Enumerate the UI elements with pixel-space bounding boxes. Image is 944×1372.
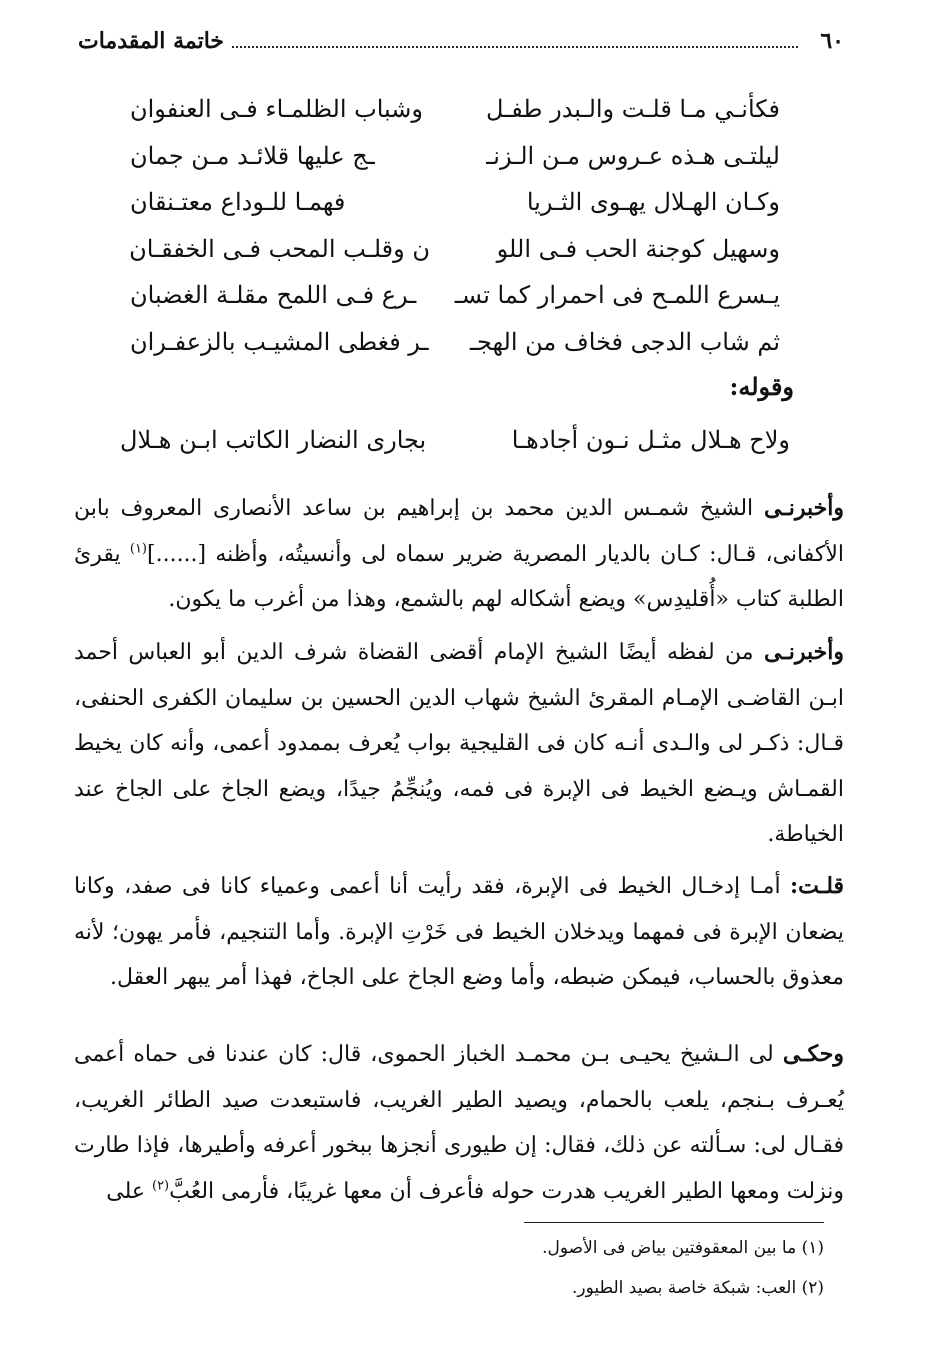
verse-second-hemistich: ن وقلـب المحب فـى الخفقـان <box>129 234 430 263</box>
verse-first-hemistich: ولاح هـلال مثـل نـون أجادهـا <box>511 426 790 454</box>
verse-line <box>130 179 780 226</box>
single-verse <box>120 426 790 454</box>
verse-second-hemistich: ـرع فـى اللمح مقلـة الغضبان <box>130 281 417 310</box>
verse-line <box>130 226 780 273</box>
verse-first-hemistich: فكأنـي مـا قلـت والـبدر طفـل <box>486 95 780 124</box>
paragraph <box>74 486 844 623</box>
verse-line <box>130 319 780 366</box>
page-number: ٦٠ <box>820 28 844 54</box>
verse-second-hemistich: بجارى النضار الكاتب ابـن هـلال <box>120 426 427 454</box>
verse-line <box>130 133 780 180</box>
verse-second-hemistich: ـج عليها قلائـد مـن جمان <box>130 141 375 170</box>
verse-second-hemistich: وشباب الظلمـاء فـى العنفوان <box>130 95 423 124</box>
paragraph-lead: قلـت: <box>790 873 844 899</box>
verse-first-hemistich: يـسرع اللمـح فى احمرار كما تسـ <box>454 281 780 310</box>
verse-first-hemistich: وكـان الهـلال يهـوى الثـريا <box>526 188 780 217</box>
paragraph-text: يقرئ الطلبة كتاب «أُقليدِس» ويضع أشكاله لهم بالشمع، وهذا من أغرب ما يكون. <box>74 541 844 612</box>
poem-block <box>130 86 780 365</box>
paragraph-text: من لفظه أيضًا الشيخ الإمام أقضى القضاة شرف الدين أبو العباس أحمد ابـن القاضـى الإمـام المقرئ الشيخ شهاب الدين الحسين بن سليمان الكفرى الحنفى، قـال: ذكـر لى والـدى أنـه كان فى القليجية بواب يُعرف بممدود أعمى، وأنه كان يخيط القمـاش ويـضع الخيط فى الإبرة فى فمه، ويُنجِّمُ جيدًا، ويضع الجاخ على الجاخ عند الخياطة. <box>74 640 844 847</box>
footnote: (١) ما بين المعقوفتين بياض فى الأصول. <box>542 1238 824 1258</box>
paragraph-text: أمـا إدخـال الخيط فى الإبرة، فقد رأيت أنا أعمى وعمياء كانا فى صفد، وكانا يضعان الإبرة فى فمهما ويدخلان الخيط فى خَرْتِ الإبرة. وأما التنجيم، فأمر يهون؛ لأنه معذوق بالحساب، فيمكن ضبطه، وأما وضع الجاخ على الجاخ، فهذا أمر يبهر العقل. <box>74 874 844 990</box>
verse-line <box>130 272 780 319</box>
verse-second-hemistich: فهمـا للـوداع معتـنقان <box>130 188 346 217</box>
footnote: (٢) العب: شبكة خاصة بصيد الطيور. <box>572 1278 824 1298</box>
verse-first-hemistich: ليلتـى هـذه عـروس مـن الـزنـ <box>486 141 780 170</box>
verse-first-hemistich: وسهيل كوجنة الحب فـى اللو <box>496 234 780 263</box>
paragraph-text: الشيخ شمـس الدين محمد بن إبراهيم بن ساعد الأنصارى المعروف بابن الأكفانى، قـال: كـان بالديار المصرية ضرير سماه لى وأنسيتُه، وأظنه [......] <box>74 496 844 567</box>
footnote-ref[interactable]: (٢) <box>151 1178 170 1194</box>
paragraph-text: لى الـشيخ يحيـى بـن محمـد الخباز الحموى، قال: كان عندنا فى حماه أعمى يُعـرف بـنجم، يلعب بالحمام، ويصيد الطير الغريب، فاستبعدت صيد الطائر الغريب، فقـال لى: سـألته عن ذلك، فقال: إن طيورى أنجزها ببخور أعرفه وأطيرها، فإذا طارت ونزلت ومعها الطير الغريب هدرت حوله فأعرف أن معها غريبًا، فأرمى العُبَّ <box>74 1042 844 1204</box>
running-header <box>78 28 844 60</box>
header-dots <box>232 28 798 48</box>
paragraph <box>74 1032 844 1214</box>
paragraph-lead: وأخبرنـى <box>763 495 844 521</box>
verse-second-hemistich: ـر فغطى المشيـب بالزعفـران <box>130 327 429 356</box>
paragraph-lead: وحكـى <box>782 1041 844 1067</box>
paragraph-text: على <box>106 1178 152 1204</box>
paragraph-lead: وأخبرنـى <box>763 639 844 665</box>
quote-label: وقوله: <box>729 372 794 401</box>
running-title: خاتمة المقدمات <box>78 28 225 54</box>
paragraph <box>74 630 844 858</box>
footnote-separator <box>524 1222 824 1223</box>
verse-first-hemistich: ثم شاب الدجى فخاف من الهجـ <box>469 327 780 356</box>
verse-line <box>130 86 780 133</box>
paragraph <box>74 864 844 1001</box>
footnote-ref[interactable]: (١) <box>129 541 147 557</box>
